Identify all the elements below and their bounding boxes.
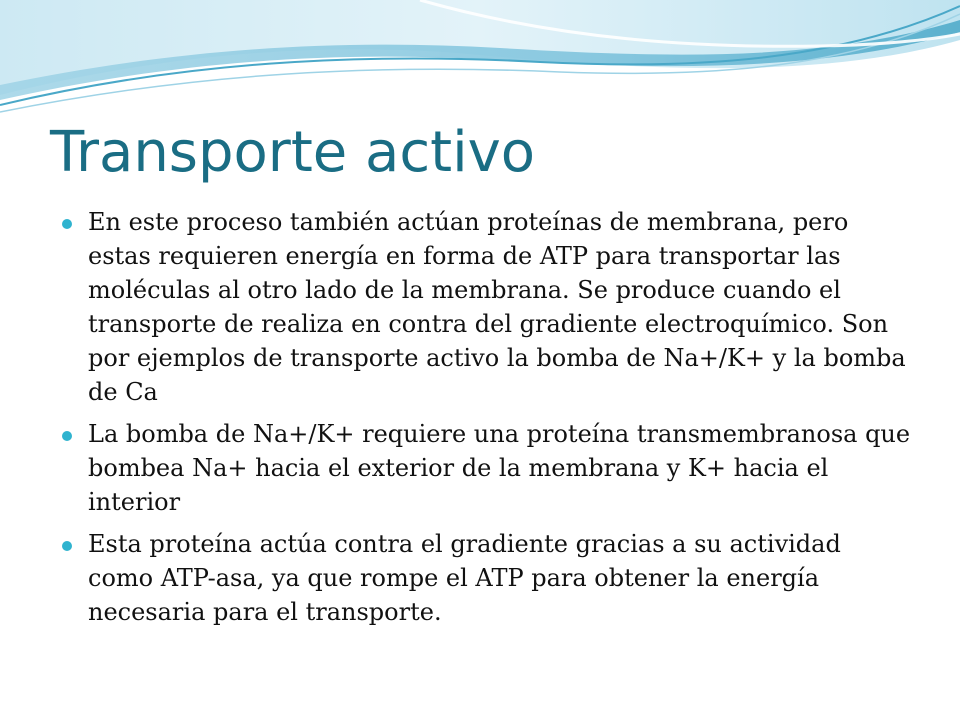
header-wave-decoration [0,0,960,120]
bullet-item [62,527,912,629]
bullet-text: En este proceso también actúan proteínas de membrana, pero estas requieren energía en forma de ATP para transportar las moléculas al otro lado de la membrana. Se produce cuando el transporte de realiza en contra del gradiente electroquímico. Son por ejemplos de transporte activo la bomba de Na+/K+ y la bomba de Ca [88,208,906,406]
bullet-list [62,205,912,637]
bullet-item [62,417,912,519]
bullet-text: La bomba de Na+/K+ requiere una proteína transmembranosa que bombea Na+ hacia el exterior de la membrana y K+ hacia el interior [88,420,911,516]
bullet-dot-icon [62,219,72,229]
slide-title: Transporte activo [50,120,536,185]
bullet-item [62,205,912,409]
bullet-dot-icon [62,541,72,551]
bullet-text: Esta proteína actúa contra el gradiente gracias a su actividad como ATP-asa, ya que rompe el ATP para obtener la energía necesaria para el transporte. [88,530,841,626]
bullet-dot-icon [62,431,72,441]
